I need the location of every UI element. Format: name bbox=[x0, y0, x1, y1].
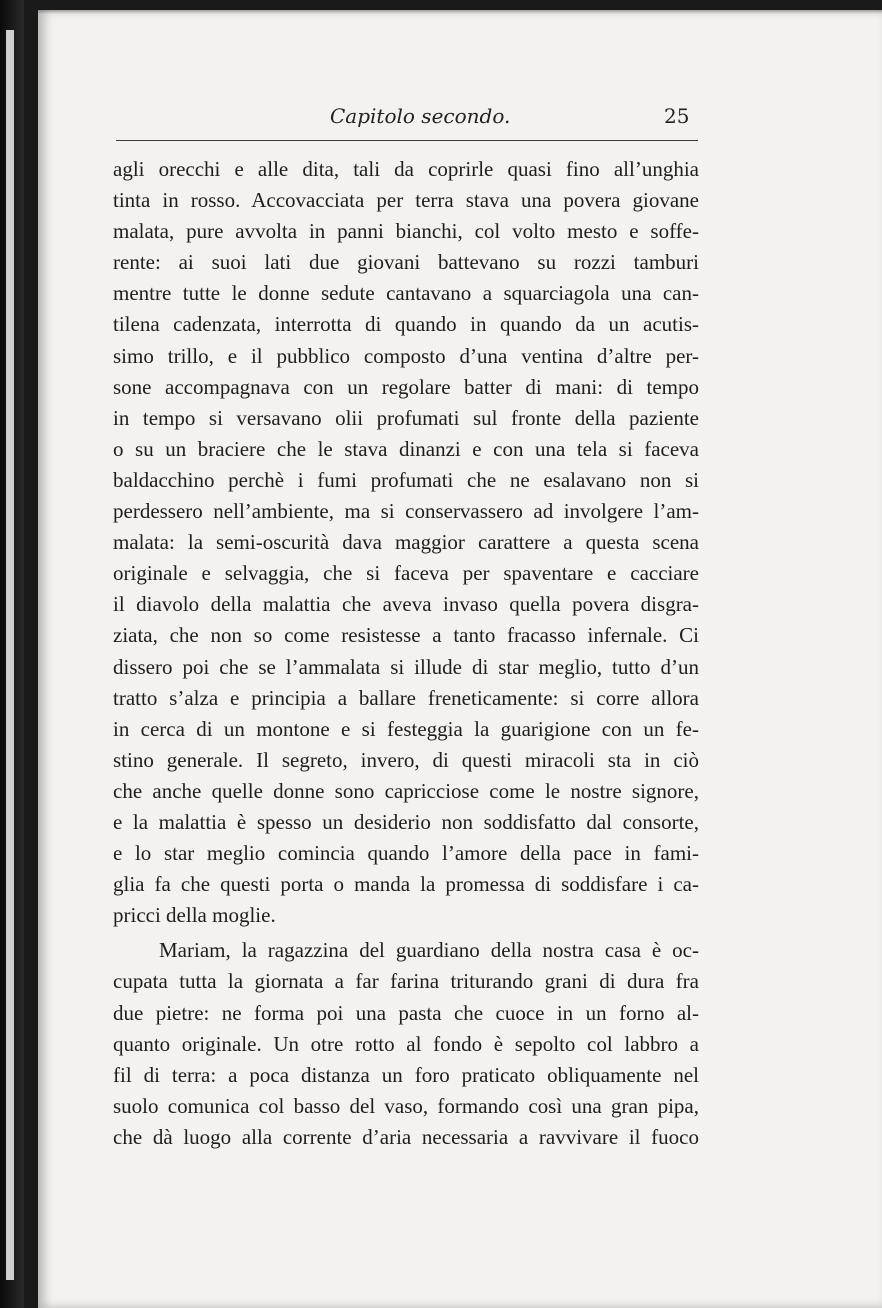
running-head bbox=[0, 104, 882, 134]
text-line: tinta in rosso. Accovacciata per terra stava una povera giovane bbox=[113, 188, 699, 213]
text-line: originale e selvaggia, che si faceva per spaventare e cacciare bbox=[113, 561, 699, 586]
text-line: in tempo si versavano olii profumati sul fronte della paziente bbox=[113, 405, 699, 430]
text-line: ziata, che non so come resistesse a tanto fracasso infernale. Ci bbox=[113, 623, 699, 648]
text-line: mentre tutte le donne sedute cantavano a squarciagola una can- bbox=[113, 281, 699, 306]
text-line: il diavolo della malattia che aveva invaso quella povera disgra- bbox=[113, 592, 699, 617]
page-number: 25 bbox=[664, 104, 690, 128]
text-line: suolo comunica col basso del vaso, formando così una gran pipa, bbox=[113, 1093, 699, 1118]
text-line: dissero poi che se l’ammalata si illude di star meglio, tutto d’un bbox=[113, 654, 699, 679]
text-line: che anche quelle donne sono capricciose come le nostre signore, bbox=[113, 778, 699, 803]
text-line: malata, pure avvolta in panni bianchi, col volto mesto e soffe- bbox=[113, 219, 699, 244]
text-line: glia fa che questi porta o manda la promessa di soddisfare i ca- bbox=[113, 872, 699, 897]
text-line: perdessero nell’ambiente, ma si conservassero ad involgere l’am- bbox=[113, 499, 699, 524]
text-line: quanto originale. Un otre rotto al fondo è sepolto col labbro a bbox=[113, 1031, 699, 1056]
text-line: o su un braciere che le stava dinanzi e con una tela si faceva bbox=[113, 436, 699, 461]
running-title: Capitolo secondo. bbox=[330, 104, 511, 128]
text-line: tilena cadenzata, interrotta di quando in quando da un acutis- bbox=[113, 312, 699, 337]
text-line: sone accompagnava con un regolare batter di mani: di tempo bbox=[113, 374, 699, 399]
paragraph-2 bbox=[113, 935, 699, 1153]
text-line: in cerca di un montone e si festeggia la guarigione con un fe- bbox=[113, 716, 699, 741]
paragraph-1 bbox=[113, 154, 699, 931]
text-line: e lo star meglio comincia quando l’amore della pace in fami- bbox=[113, 841, 699, 866]
text-line: agli orecchi e alle dita, tali da coprirle quasi fino all’unghia bbox=[113, 157, 699, 181]
header-rule bbox=[116, 140, 698, 141]
text-line: Mariam, la ragazzina del guardiano della nostra casa è oc- bbox=[159, 938, 699, 963]
text-line: tratto s’alza e principia a ballare freneticamente: si corre allora bbox=[113, 685, 699, 710]
text-line: rente: ai suoi lati due giovani battevano su rozzi tamburi bbox=[113, 250, 699, 275]
text-line: cupata tutta la giornata a far farina triturando grani di dura fra bbox=[113, 969, 699, 994]
text-line: simo trillo, e il pubblico composto d’una ventina d’altre per- bbox=[113, 343, 699, 368]
text-line: fil di terra: a poca distanza un foro praticato obliquamente nel bbox=[113, 1062, 699, 1087]
text-line: baldacchino perchè i fumi profumati che ne esalavano non si bbox=[113, 467, 699, 492]
page-top-shadow bbox=[38, 0, 882, 14]
body-text bbox=[113, 154, 699, 1153]
text-line: e la malattia è spesso un desiderio non soddisfatto dal consorte, bbox=[113, 809, 699, 834]
text-line: che dà luogo alla corrente d’aria necessaria a ravvivare il fuoco bbox=[113, 1124, 699, 1149]
text-line: stino generale. Il segreto, invero, di questi miracoli sta in ciò bbox=[113, 747, 699, 772]
text-line: malata: la semi-oscurità dava maggior carattere a questa scena bbox=[113, 530, 699, 555]
facing-page-edge bbox=[6, 30, 14, 1280]
text-line: due pietre: ne forma poi una pasta che cuoce in un forno al- bbox=[113, 1000, 699, 1025]
text-line: pricci della moglie. bbox=[113, 903, 276, 928]
